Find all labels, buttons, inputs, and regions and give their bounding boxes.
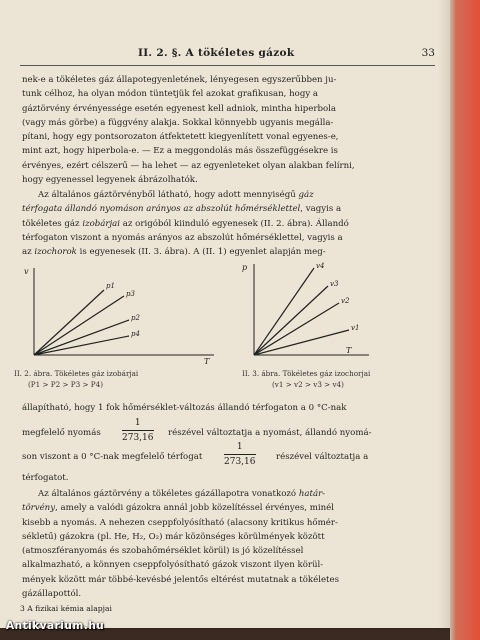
text-segment: részével változtatja a nyomást, állandó nyomá- — [168, 428, 372, 438]
paragraph-result-end — [22, 471, 434, 485]
chapter-title: II. 2. §. A tökéletes gázok — [138, 47, 295, 59]
isochor-diagram — [234, 250, 434, 365]
fig2-line-label: v4 — [316, 262, 325, 270]
fig1-line-label: p1 — [106, 282, 115, 290]
page-number: 33 — [421, 47, 435, 59]
fig1-x-axis-label: T — [204, 357, 210, 365]
text-line: érvényes, ezért célszerű — ha lehet — az egyenleteket olyan alakban felírni, — [22, 160, 355, 171]
fig2-y-axis-label: p — [242, 263, 248, 272]
text-line: az izochorok is egyenesek (II. 3. ábra). A (II. 1) egyenlet alapján meg- — [22, 247, 326, 258]
fraction-line-2 — [22, 442, 434, 468]
text-line: (atmoszféranyomás és szobahőmérséklet körül) is jó közelítéssel — [22, 546, 304, 557]
fig2-line-label: v3 — [330, 280, 339, 288]
text-line: Az általános gáztörvényből látható, hogy adott mennyiségű gáz — [38, 190, 314, 200]
paragraph-limit-law — [22, 487, 434, 601]
text-segment: son viszont a 0 °C-nak megfelelő térfogat — [22, 452, 203, 462]
text-line: gázállapottól. — [22, 589, 82, 600]
fig1-caption-condition: (P1 > P2 > P3 > P4) — [28, 380, 104, 389]
text-segment: megfelelő nyomás — [22, 428, 101, 438]
text-line: mint azt, hogy hiperbola-e. — Ez a meggondolás más összefüggésekre is — [22, 146, 338, 157]
book-cover-edge — [450, 0, 480, 640]
text-line: tökéletes gáz izobárjai az origóból kiinduló egyenesek (II. 2. ábra). Állandó — [22, 218, 349, 229]
text-line: mények között már többé-kevésbé jelentős eltérést mutatnak a tökéletes — [22, 574, 339, 585]
running-header — [20, 47, 435, 66]
paragraph-intro — [22, 73, 434, 187]
text-line: törvény, amely a valódi gázokra annál jobb közelítéssel érvényes, minél — [22, 503, 335, 514]
fig1-caption: II. 2. ábra. Tökéletes gáz izobárjai — [14, 369, 139, 378]
text-line: térfogaton viszont a nyomás arányos az abszolút hőmérséklettel, vagyis a — [22, 232, 343, 243]
text-line: kisebb a nyomás. A nehezen cseppfolyósítható (alacsony kritikus hőmér- — [22, 517, 338, 528]
text-line: térfogata állandó nyomáson arányos az abszolút hőmérséklettel, vagyis a — [22, 204, 342, 215]
text-line: tunk célhoz, ha olyan módon tüntetjük fel azokat grafikusan, hogy a — [22, 89, 319, 100]
fig2-caption: II. 3. ábra. Tökéletes gáz izochorjai — [242, 369, 371, 378]
text-line: állapítható, hogy 1 fok hőmérséklet-változás állandó térfogaton a 0 °C-nak — [22, 403, 347, 413]
fig2-caption-condition: (v1 > v2 > v3 > v4) — [272, 380, 344, 389]
text-line: hogy egyenessel legyenek ábrázolhatók. — [22, 175, 198, 186]
fig1-line-label: p4 — [131, 330, 140, 338]
watermark-logo: Antikvarium.hu — [6, 620, 105, 632]
fig1-line-label: p2 — [131, 314, 140, 322]
text-line: gáztörvény érvényessége esetén egyenest kell adniok, mintha hiperbola — [22, 103, 336, 114]
page-footer: 3 A fizikai kémia alapjai — [20, 604, 112, 613]
text-line: térfogatot. — [22, 473, 69, 483]
text-segment: részével változtatja a — [276, 452, 369, 462]
text-line: (vagy más görbe) a függvény alakja. Sokkal könnyebb ugyanis megálla- — [22, 117, 334, 128]
fraction: $\frac{1}{273,16}$ — [224, 442, 256, 468]
fig1-y-axis-label: v — [24, 267, 29, 276]
fraction: $\frac{1}{273,16}$ — [122, 418, 154, 444]
text-line: nek-e a tökéletes gáz állapotegyenletének, lényegesen egyszerűbben ju- — [22, 75, 337, 85]
fig1-line-label: p3 — [126, 290, 135, 298]
text-line: pítani, hogy egy pontsorozaton átfektetett kiegyenlített vonal egyenes-e, — [22, 132, 339, 143]
figures-row — [14, 250, 434, 400]
fig2-line-label: v2 — [341, 297, 350, 305]
text-line: alkalmazható, a könnyen cseppfolyósítható gázok viszont ilyen körül- — [22, 560, 324, 571]
text-line: sékletű) gázokra (pl. He, H₂, O₂) már közönséges körülmények között — [22, 531, 325, 542]
isobar-diagram — [14, 250, 219, 365]
paragraph-result — [22, 401, 434, 415]
paragraph-gas-law — [22, 188, 434, 259]
fig2-x-axis-label: T — [346, 346, 352, 355]
text-line: Az általános gáztörvény a tökéletes gázállapotra vonatkozó határ- — [38, 489, 326, 499]
fig2-line-label: v1 — [351, 324, 360, 332]
